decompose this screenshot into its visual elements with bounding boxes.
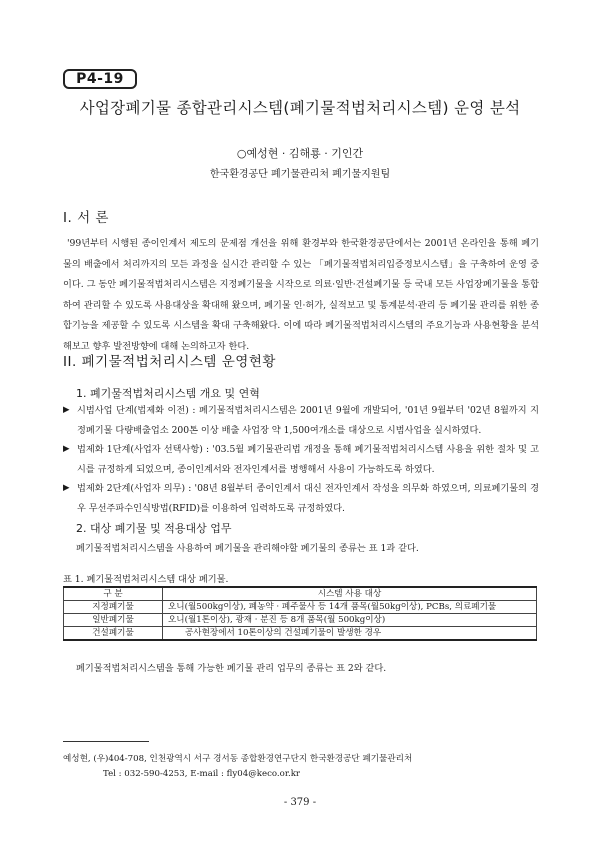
list-item: ▶ 시범사업 단계(법제화 이전) : 폐기물적법처리시스템은 2001년 9월에 개발되어, '01년 9월부터 '02년 8월까지 지정폐기물 다량배출업소 200톤 이상 배출 사업장 약 1,500여개소를 대상으로 시범사업을 실시하였다.: [63, 401, 539, 440]
triangle-bullet-icon: ▶: [63, 444, 70, 455]
footnote-divider: [63, 741, 149, 742]
section1-paragraph: '99년부터 시행된 종이인계서 제도의 문제점 개선을 위해 환경부와 한국환경공단에서는 2001년 온라인을 통해 폐기물의 배출에서 처리까지의 모든 과정을 실시간 관리할 수 있는 「폐기물적법처리입증정보시스템」을 구축하여 운영 중이다. 그 동안 폐기물적법처리시스템은 지정폐기물을 시작으로 의료·일반·건설폐기물 등 국내 모든 사업장폐기물을 통합하여 관리할 수 있도록 사용대상을 확대해 왔으며, 폐기물 인·허가, 실적보고 및 통계분석·관리 등 폐기물 관리를 위한 종합기능을 제공할 수 있도록 시스템을 확대 구축해왔다. 이에 따라 폐기물적법처리시스템의 주요기능과 사용현황을 분석해보고 향후 발전방향에 대해 논의하고자 한다.: [63, 238, 539, 352]
triangle-bullet-icon: ▶: [63, 405, 70, 415]
section2-heading: II. 폐기물적법처리시스템 운영현황: [63, 354, 276, 370]
table-header-cell: 구 분: [64, 587, 163, 601]
subsection2-heading: 2. 대상 폐기물 및 적용대상 업무: [76, 522, 232, 535]
section1-heading: I. 서 론: [63, 210, 109, 226]
triangle-bullet-icon: ▶: [63, 483, 70, 494]
waste-target-table: [63, 586, 537, 641]
table-cell: 일반폐기물: [64, 614, 163, 627]
page-number: - 379 -: [283, 797, 317, 808]
table-cell: 오니(월500kg이상), 폐농약 · 폐주물사 등 14개 품목(월50kg이상), PCBs, 의료폐기물: [163, 601, 537, 614]
table1-caption: 표 1. 폐기물적법처리시스템 대상 폐기물.: [63, 574, 229, 585]
paper-code-label: P4-19: [63, 69, 137, 89]
history-bullet-list: [63, 401, 539, 519]
table-cell: 건설폐기물: [64, 627, 163, 641]
table-intro-line: 폐기물적법처리시스템을 사용하여 폐기물을 관리해야할 폐기물의 종류는 표 1과 같다.: [76, 543, 419, 554]
closing-line: 폐기물적법처리시스템을 통해 가능한 폐기물 관리 업무의 종류는 표 2와 같다.: [76, 663, 387, 674]
table-cell: 오니(월1톤이상), 광재 · 분진 등 8개 품목(월 500kg이상): [163, 614, 537, 627]
table-row: [64, 627, 537, 641]
table-header-cell: 시스템 사용 대상: [163, 587, 537, 601]
paper-title: 사업장폐기물 종합관리시스템(폐기물적법처리시스템) 운영 분석: [79, 99, 521, 117]
table-row: [64, 614, 537, 627]
table-row: [64, 601, 537, 614]
footnote-address: 예성현, (우)404-708, 인천광역시 서구 경서동 종합환경연구단지 한국환경공단 폐기물관리처: [63, 754, 413, 764]
footnote: [63, 752, 412, 782]
footnote-contact: Tel : 032-590-4253, E-mail : fly04@keco.or.kr: [103, 769, 301, 779]
table-cell: 공사현장에서 10톤이상의 건설폐기물이 발생한 경우: [163, 627, 537, 641]
authors: ○예성현 · 김해룡 · 기인간: [236, 147, 364, 160]
affiliation: 한국환경공단 폐기물관리처 폐기물지원팀: [209, 169, 391, 180]
subsection1-heading: 1. 폐기물적법처리시스템 개요 및 연혁: [76, 387, 260, 400]
list-item: ▶ 법제화 2단계(사업자 의무) : '08년 8월부터 종이인계서 대신 전자인계서 작성을 의무화 하였으며, 의료폐기물의 경우 무선주파수인식방법(RFID)를 이용하여 입력하도록 규정하였다.: [63, 479, 539, 518]
list-item: ▶ 법제화 1단계(사업자 선택사항) : '03.5월 폐기물관리법 개정을 통해 폐기물적법처리시스템 사용을 위한 절차 및 고시를 규정하게 되었으며, 종이인계서와 전자인계서를 병행해서 사용이 가능하도록 하였다.: [63, 440, 539, 479]
table-cell: 지정폐기물: [64, 601, 163, 614]
table-header-row: [64, 587, 537, 601]
